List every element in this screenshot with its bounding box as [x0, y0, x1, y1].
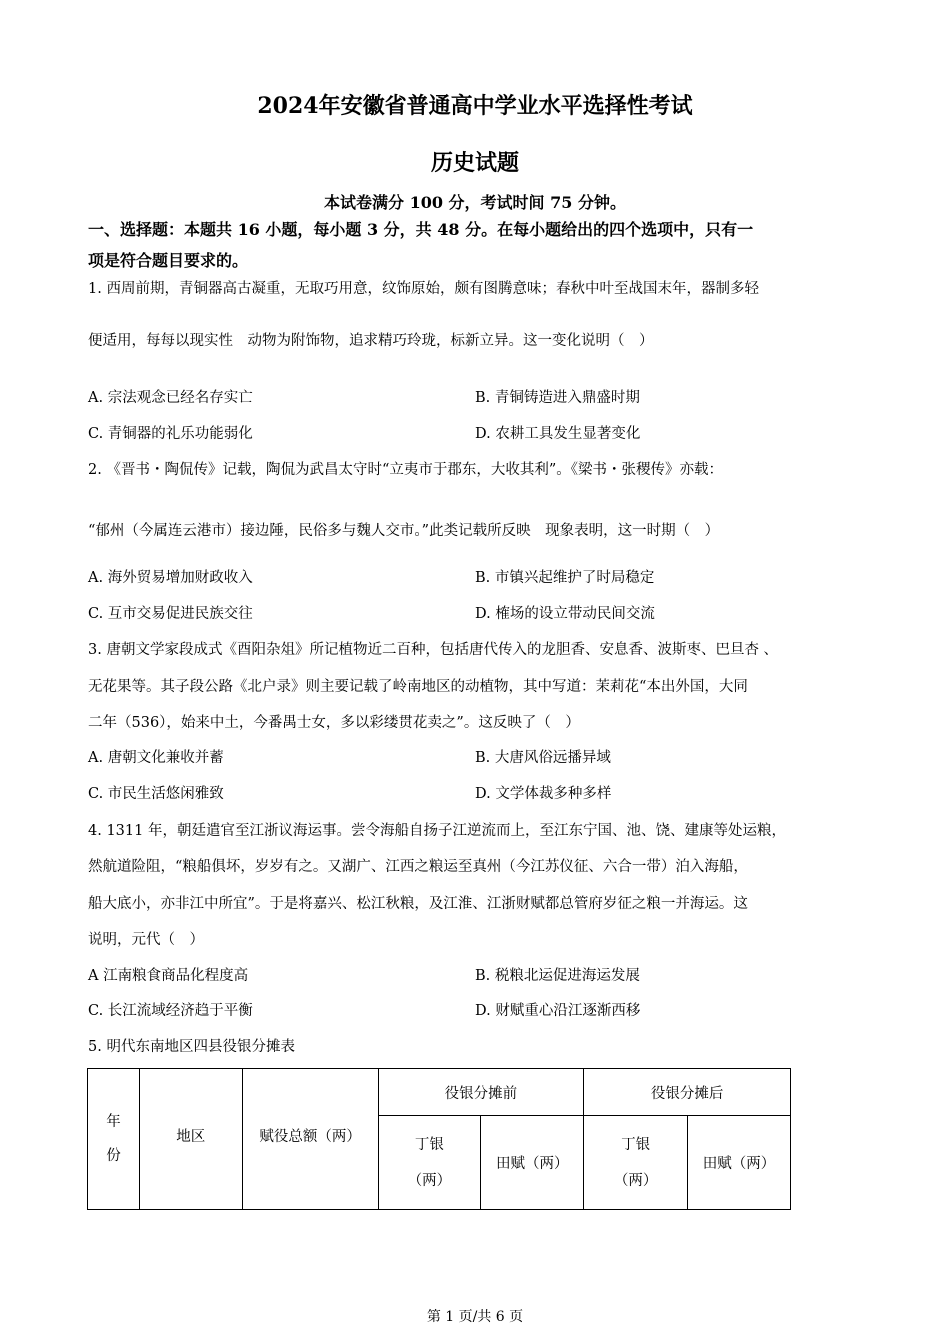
q2-option-d[interactable]: D. 榷场的设立带动民间交流 [475, 606, 655, 622]
section-heading-line2: 项是符合题目要求的。 [88, 251, 249, 270]
q4-stem-line2: 然航道险阻，“粮船俱坏，岁岁有之。又湖广、江西之粮运至真州（今江苏仪征、六合一带）泊入海船， [88, 859, 748, 875]
q2-stem-line1: 2. 《晋书・陶侃传》记载，陶侃为武昌太守时“立夷市于郡东，大收其利”。《梁书・张稷传》亦载： [88, 462, 724, 478]
q4-stem-line3: 船大底小，亦非江中所宜”。于是将嘉兴、松江秋粮，及江淮、江浙财赋都总管府岁征之粮一并海运。这 [88, 896, 748, 912]
header-tianfu-before: 田赋（两） [481, 1116, 584, 1210]
q1-stem-line1: 1. 西周前期，青铜器高古凝重，无取巧用意，纹饰原始，颇有图腾意味；春秋中叶至战国末年，器制多轻 [88, 281, 759, 297]
q4-option-b[interactable]: B. 税粮北运促进海运发展 [475, 968, 640, 984]
q2-option-a[interactable]: A. 海外贸易增加财政收入 [88, 570, 253, 586]
exam-title: 2024年安徽省普通高中学业水平选择性考试 [257, 93, 693, 119]
q3-option-d[interactable]: D. 文学体裁多种多样 [475, 786, 612, 802]
q4-option-a[interactable]: A 江南粮食商品化程度高 [88, 968, 249, 984]
q3-stem-line2: 无花果等。其子段公路《北户录》则主要记载了岭南地区的动植物，其中写道：茉莉花“本出外国，大同 [88, 679, 748, 695]
header-year-char2: 份 [106, 1148, 121, 1164]
q1-option-c[interactable]: C. 青铜器的礼乐功能弱化 [88, 426, 253, 442]
header-before-allocation: 役银分摊前 [378, 1069, 584, 1116]
subject-title: 历史试题 [430, 150, 519, 176]
header-ding-after-line1: 丁银 [621, 1136, 651, 1153]
header-tianfu-after: 田赋（两） [688, 1116, 791, 1210]
q3-stem-line3: 二年（536），始来中土，今番禺士女，多以彩缕贯花卖之”。这反映了（ ） [88, 715, 580, 731]
q4-option-c[interactable]: C. 长江流域经济趋于平衡 [88, 1003, 253, 1019]
header-region: 地区 [139, 1069, 242, 1210]
header-after-allocation: 役银分摊后 [584, 1069, 791, 1116]
q4-stem-line4: 说明，元代（ ） [88, 932, 204, 948]
q3-option-c[interactable]: C. 市民生活悠闲雅致 [88, 786, 224, 802]
header-year [88, 1069, 140, 1210]
tax-allocation-table [87, 1068, 791, 1210]
q1-option-b[interactable]: B. 青铜铸造进入鼎盛时期 [475, 390, 640, 406]
q3-option-b[interactable]: B. 大唐风俗远播异域 [475, 750, 611, 766]
header-total: 赋役总额（两） [242, 1069, 378, 1210]
q4-stem-line1: 4. 1311 年，朝廷遣官至江浙议海运事。尝令海船自扬子江逆流而上，至江东宁国、池、饶、建康等处运粮， [88, 823, 786, 839]
q1-option-d[interactable]: D. 农耕工具发生显著变化 [475, 426, 641, 442]
q1-stem-line2: 便适用，每每以现实性 动物为附饰物，追求精巧玲珑，标新立异。这一变化说明（ ） [88, 333, 654, 349]
q2-option-b[interactable]: B. 市镇兴起维护了时局稳定 [475, 570, 655, 586]
q5-stem-line1: 5. 明代东南地区四县役银分摊表 [88, 1039, 295, 1055]
section-heading-line1: 一、选择题：本题共 16 小题，每小题 3 分，共 48 分。在每小题给出的四个选项中，只有一 [88, 220, 754, 239]
header-ding-after-line2: （两） [613, 1172, 658, 1189]
q1-option-a[interactable]: A. 宗法观念已经名存实亡 [88, 390, 253, 406]
q2-stem-line2: “郁州（今属连云港市）接边陲，民俗多与魏人交市。”此类记载所反映 现象表明，这一时期（ ） [88, 523, 720, 539]
q3-stem-line1: 3. 唐朝文学家段成式《酉阳杂俎》所记植物近二百种，包括唐代传入的龙胆香、安息香、波斯枣、巴旦杏 、 [88, 642, 779, 658]
page-footer: 第 1 页/共 6 页 [426, 1309, 524, 1325]
header-ding-after [584, 1116, 688, 1210]
header-ding-before [378, 1116, 481, 1210]
header-ding-before-line2: （两） [407, 1172, 452, 1189]
header-year-char1: 年 [106, 1114, 121, 1130]
q2-option-c[interactable]: C. 互市交易促进民族交往 [88, 606, 253, 622]
q3-option-a[interactable]: A. 唐朝文化兼收并蓄 [88, 750, 224, 766]
header-ding-before-line1: 丁银 [414, 1136, 444, 1153]
exam-note: 本试卷满分 100 分，考试时间 75 分钟。 [324, 193, 626, 212]
q4-option-d[interactable]: D. 财赋重心沿江逐渐西移 [475, 1003, 641, 1019]
